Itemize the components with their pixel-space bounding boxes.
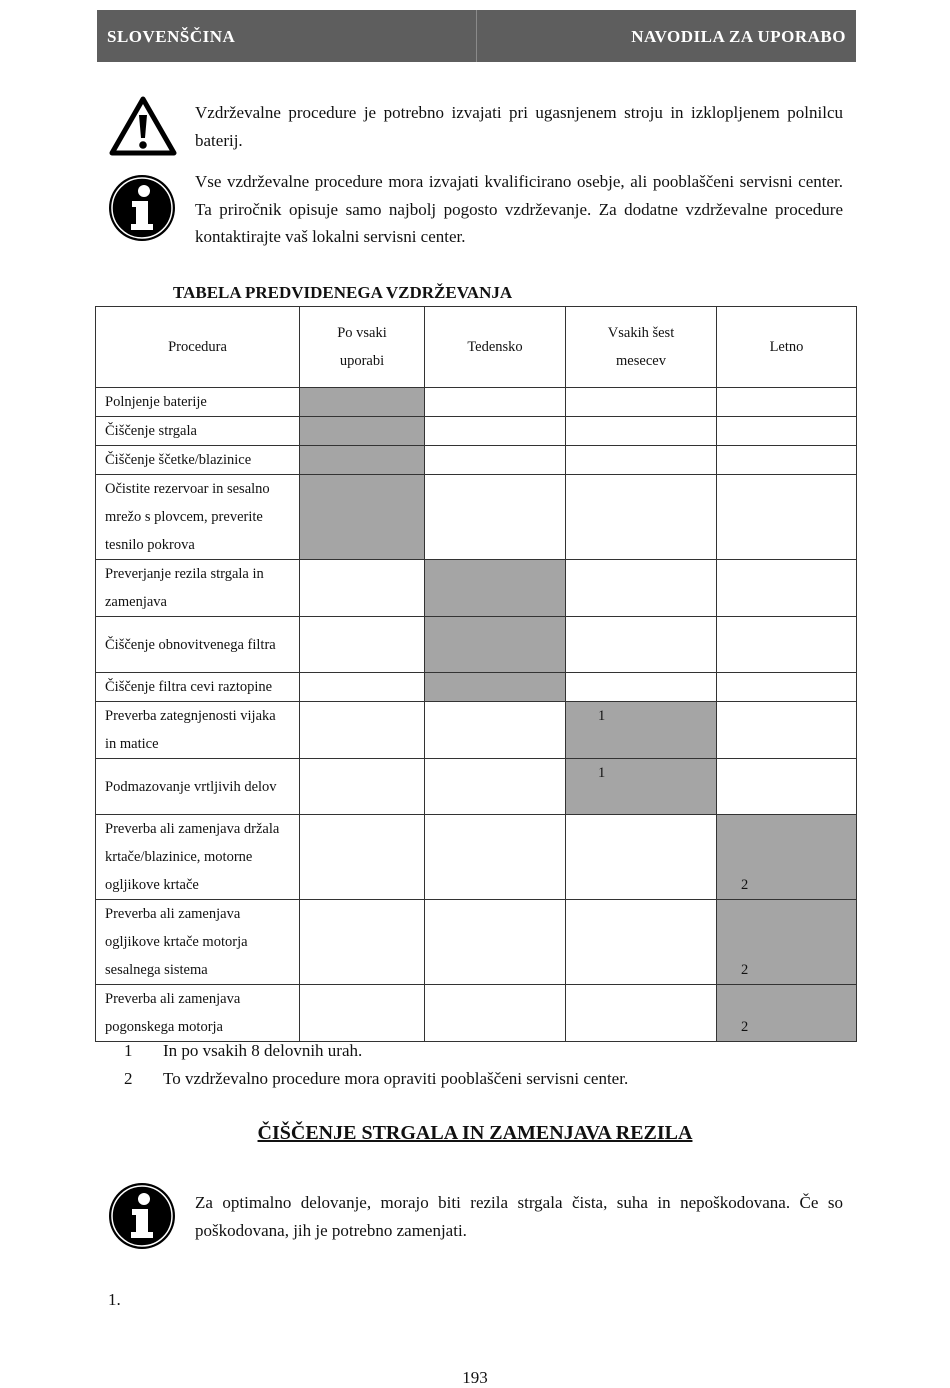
- empty-cell: [566, 417, 717, 446]
- table-row: [96, 560, 857, 617]
- table-row: [96, 417, 857, 446]
- empty-cell: [717, 475, 857, 560]
- scheduled-cell: 2: [717, 815, 857, 900]
- empty-cell: [300, 560, 425, 617]
- table-row: [96, 388, 857, 417]
- empty-cell: [566, 475, 717, 560]
- scheduled-cell: [425, 560, 566, 617]
- empty-cell: [425, 900, 566, 985]
- procedure-cell: Polnjenje baterije: [96, 388, 300, 417]
- table-header-row: [96, 307, 857, 388]
- empty-cell: [300, 702, 425, 759]
- column-header-procedure: Procedura: [96, 307, 300, 388]
- empty-cell: [300, 815, 425, 900]
- procedure-cell: Čiščenje obnovitvenega filtra: [96, 617, 300, 673]
- header-divider: [476, 10, 477, 62]
- empty-cell: [425, 388, 566, 417]
- info-icon: [108, 174, 176, 242]
- footnote-text: To vzdrževalno procedure mora opraviti pooblaščeni servisni center.: [163, 1069, 629, 1088]
- table-row: [96, 702, 857, 759]
- scheduled-cell: [300, 388, 425, 417]
- empty-cell: [300, 985, 425, 1042]
- empty-cell: [717, 673, 857, 702]
- empty-cell: [717, 617, 857, 673]
- empty-cell: [566, 985, 717, 1042]
- page-number: 193: [462, 1368, 488, 1387]
- footnote-text: In po vsakih 8 delovnih urah.: [163, 1041, 363, 1060]
- table-row: [96, 617, 857, 673]
- warning-note-text: Vzdrževalne procedure je potrebno izvajati pri ugasnjenem stroju in izklopljenem polnilcu baterij.: [195, 103, 843, 150]
- table-row: [96, 446, 857, 475]
- scheduled-cell: [425, 617, 566, 673]
- column-header-yearly: Letno: [717, 307, 857, 388]
- empty-cell: [566, 673, 717, 702]
- empty-cell: [566, 815, 717, 900]
- procedure-cell: Čiščenje filtra cevi raztopine: [96, 673, 300, 702]
- page-header: [97, 10, 856, 62]
- section-title: ČIŠČENJE STRGALA IN ZAMENJAVA REZILA: [257, 1122, 693, 1144]
- empty-cell: [566, 560, 717, 617]
- table-row: [96, 985, 857, 1042]
- info-icon: [108, 1182, 176, 1250]
- column-header-after-each-use: Po vsaki uporabi: [300, 307, 425, 388]
- empty-cell: [425, 985, 566, 1042]
- empty-cell: [717, 702, 857, 759]
- table-row: [96, 673, 857, 702]
- procedure-cell: Preverba ali zamenjava držala krtače/blazinice, motorne ogljikove krtače: [96, 815, 300, 900]
- empty-cell: [425, 417, 566, 446]
- maintenance-table: [95, 306, 857, 1042]
- scheduled-cell: [300, 417, 425, 446]
- scheduled-cell: [300, 446, 425, 475]
- procedure-cell: Čiščenje strgala: [96, 417, 300, 446]
- warning-triangle-icon: [108, 95, 178, 157]
- scheduled-cell: 2: [717, 900, 857, 985]
- procedure-cell: Preverba ali zamenjava ogljikove krtače motorja sesalnega sistema: [96, 900, 300, 985]
- footnote-number: 2: [124, 1069, 133, 1088]
- empty-cell: [717, 759, 857, 815]
- empty-cell: [425, 759, 566, 815]
- empty-cell: [300, 900, 425, 985]
- table-row: [96, 815, 857, 900]
- procedure-cell: Preverjanje rezila strgala in zamenjava: [96, 560, 300, 617]
- empty-cell: [566, 388, 717, 417]
- empty-cell: [425, 815, 566, 900]
- scheduled-cell: 2: [717, 985, 857, 1042]
- empty-cell: [425, 702, 566, 759]
- procedure-cell: Očistite rezervoar in sesalno mrežo s plovcem, preverite tesnilo pokrova: [96, 475, 300, 560]
- empty-cell: [717, 417, 857, 446]
- footnote: [124, 1069, 628, 1089]
- info-note-text: Vse vzdrževalne procedure mora izvajati kvalificirano osebje, ali pooblaščeni servisni center. Ta priročnik opisuje samo najbolj pogosto vzdrževanje. Za dodatne vzdrževalne procedure kontaktirajte vaš lokalni servisni center.: [195, 172, 843, 246]
- table-row: [96, 475, 857, 560]
- header-language: SLOVENŠČINA: [107, 27, 236, 46]
- header-manual-title: NAVODILA ZA UPORABO: [631, 27, 846, 46]
- empty-cell: [300, 673, 425, 702]
- empty-cell: [717, 388, 857, 417]
- empty-cell: [425, 475, 566, 560]
- empty-cell: [566, 446, 717, 475]
- empty-cell: [566, 617, 717, 673]
- empty-cell: [717, 446, 857, 475]
- empty-cell: [300, 617, 425, 673]
- procedure-cell: Podmazovanje vrtljivih delov: [96, 759, 300, 815]
- section-info-text: Za optimalno delovanje, morajo biti rezila strgala čista, suha in nepoškodovana. Če so poškodovana, jih je potrebno zamenjati.: [195, 1193, 843, 1240]
- scheduled-cell: 1: [566, 759, 717, 815]
- empty-cell: [425, 446, 566, 475]
- scheduled-cell: 1: [566, 702, 717, 759]
- footnote-number: 1: [124, 1041, 133, 1060]
- footnote: [124, 1041, 362, 1061]
- empty-cell: [717, 560, 857, 617]
- table-row: [96, 759, 857, 815]
- column-header-weekly: Tedensko: [425, 307, 566, 388]
- scheduled-cell: [300, 475, 425, 560]
- empty-cell: [566, 900, 717, 985]
- empty-cell: [300, 759, 425, 815]
- column-header-six-months: Vsakih šest mesecev: [566, 307, 717, 388]
- procedure-cell: Preverba ali zamenjava pogonskega motorja: [96, 985, 300, 1042]
- step-number: 1.: [108, 1290, 121, 1309]
- scheduled-cell: [425, 673, 566, 702]
- table-title: TABELA PREDVIDENEGA VZDRŽEVANJA: [173, 283, 513, 302]
- table-row: [96, 900, 857, 985]
- procedure-cell: Preverba zategnjenosti vijaka in matice: [96, 702, 300, 759]
- procedure-cell: Čiščenje ščetke/blazinice: [96, 446, 300, 475]
